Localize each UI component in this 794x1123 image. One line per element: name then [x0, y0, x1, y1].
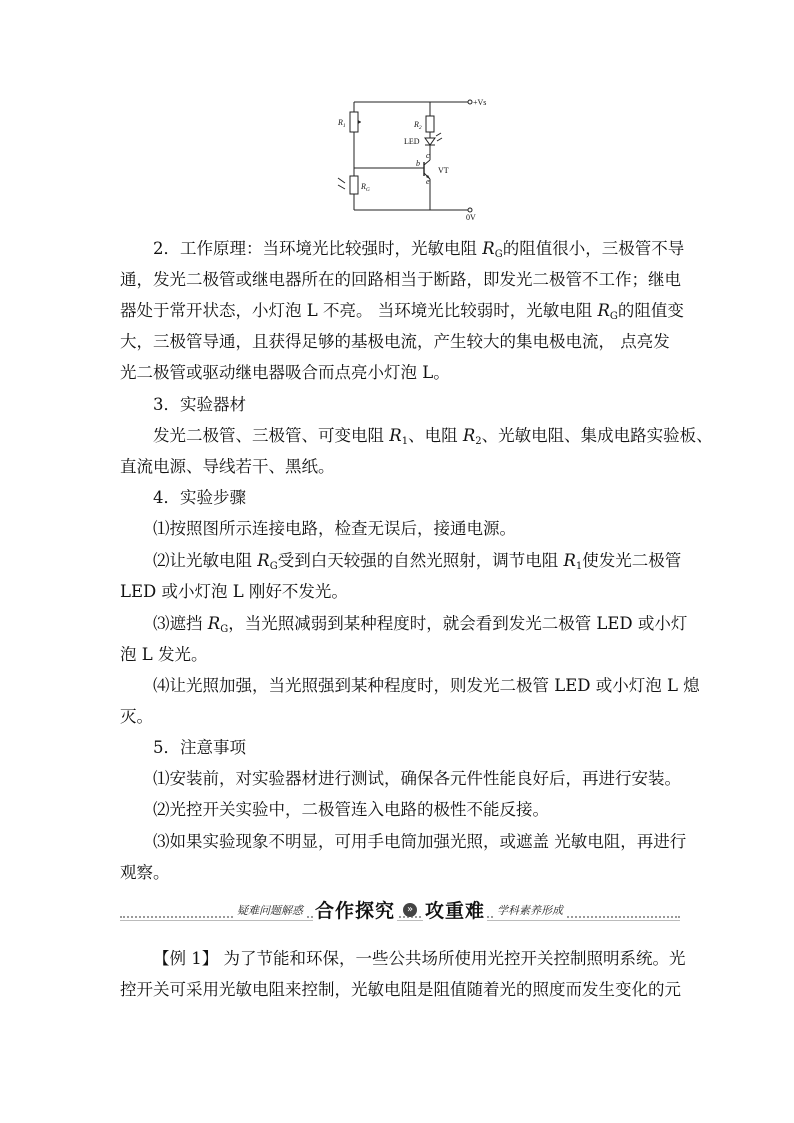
r2-label: $R_2$	[414, 120, 422, 131]
step-4-cont: 灭。	[120, 707, 153, 726]
section-banner	[120, 896, 680, 924]
note-1: ⑴安装前，对实验器材进行测试，确保各元件性能良好后，再进行安装。	[153, 769, 681, 788]
banner-right-text: 学科素养形成	[493, 902, 567, 918]
rg-label: $R_G$	[361, 182, 370, 193]
led-symbol	[425, 138, 435, 145]
note-3: ⑶如果实验现象不明显，可用手电筒加强光照，或遮盖 光敏电阻，再进行	[153, 832, 687, 851]
vt-label: VT	[438, 166, 449, 175]
equipment-heading: 3．实验器材	[153, 395, 246, 414]
banner-title-1: 合作探究	[313, 896, 397, 923]
step-2-cont: LED 或小灯泡 L 刚好不发光。	[120, 582, 348, 601]
vs-terminal	[468, 100, 472, 104]
notes-heading: 5．注意事项	[153, 738, 246, 757]
rg-photoresistor	[350, 176, 358, 194]
ground-terminal	[468, 208, 472, 212]
emitter-label: e	[426, 177, 430, 186]
r1-variable-resistor	[350, 112, 358, 132]
led-label: LED	[404, 137, 420, 146]
example-tag: 【例 1】	[153, 949, 219, 968]
note-3-cont: 观察。	[120, 863, 170, 882]
step-3-cont: 泡 L 发光。	[120, 645, 208, 664]
banner-title-2: 攻重难	[423, 896, 487, 923]
step-2: ⑵让光敏电阻 $R_G$受到白天较强的自然光照射，调节电阻 $R_1$使发光二极管	[153, 551, 682, 572]
steps-heading: 4．实验步骤	[153, 488, 246, 507]
step-4: ⑷让光照加强，当光照强到某种程度时，则发光二极管 LED 或小灯泡 L 熄	[153, 676, 700, 695]
r1-label: $R_1$	[338, 118, 346, 129]
base-label: b	[416, 159, 420, 168]
equipment-paragraph-cont: 直流电源、导线若干、黑纸。	[120, 457, 335, 476]
photoresistor-circuit-diagram	[330, 92, 490, 224]
vs-label: +Vs	[473, 98, 487, 107]
collector-label: c	[426, 151, 430, 160]
chevron-right-icon: »	[403, 903, 417, 917]
step-1: ⑴按照图所示连接电路，检查无误后，接通电源。	[153, 519, 516, 538]
equipment-paragraph: 发光二极管、三极管、可变电阻 $R_1$、电阻 $R_2$、光敏电阻、集成电路实验板、	[153, 426, 713, 447]
example-1-paragraph-cont: 控开关可采用光敏电阻来控制，光敏电阻是阻值随着光的照度而发生变化的元	[120, 980, 681, 999]
working-principle-paragraph-cont: 通，发光二极管或继电器所在的回路相当于断路，即发光二极管不工作；继电 器处于常开状态，小灯泡 L 不亮。 当环境光比较弱时，光敏电阻 $R_G$的阻值变 大，三极管导通，且获得足够的基极电流，产生较大的集电极电流， 点亮发 光二极管或驱动继电器吸合而点亮小灯泡 L。	[120, 270, 684, 382]
r2-resistor	[426, 116, 434, 132]
banner-left-text: 疑难问题解惑	[233, 902, 307, 918]
example-1-paragraph: 【例 1】 为了节能和环保，一些公共场所使用光控开关控制照明系统。光	[153, 949, 686, 968]
note-2: ⑵光控开关实验中，二极管连入电路的极性不能反接。	[153, 800, 549, 819]
step-3: ⑶遮挡 $R_G$，当光照减弱到某种程度时，就会看到发光二极管 LED 或小灯	[153, 614, 688, 635]
ground-label: 0V	[466, 213, 476, 222]
working-principle-paragraph: 2．工作原理：当环境光比较强时，光敏电阻 $R_G$的阻值很小，三极管不导	[153, 239, 685, 260]
